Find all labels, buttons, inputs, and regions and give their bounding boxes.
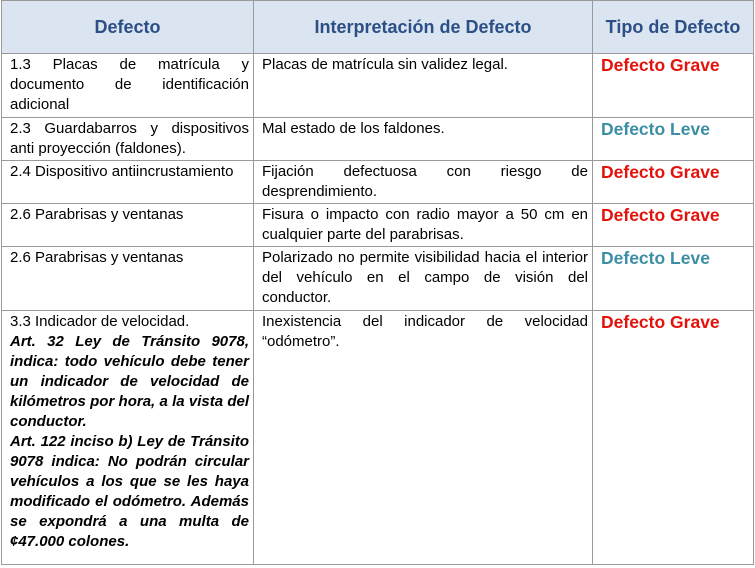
interpretation-cell: Inexistencia del indicador de velocidad “odómetro”. [254, 311, 593, 565]
table-row [2, 54, 754, 118]
header-defect: Defecto [2, 1, 254, 54]
defect-cell [2, 311, 254, 565]
defect-type-badge: Defecto Grave [593, 161, 754, 204]
table-row [2, 311, 754, 565]
law-reference-1: Art. 32 Ley de Tránsito 9078, indica: todo vehículo debe tener un indicador de velocidad de kilómetros por hora, a la vista del conductor. [10, 333, 249, 430]
table-row [2, 118, 754, 161]
defects-table [1, 0, 754, 565]
defect-type-badge: Defecto Grave [593, 311, 754, 565]
interpretation-cell: Polarizado no permite visibilidad hacia el interior del vehículo en el campo de visión del conductor. [254, 247, 593, 311]
header-type: Tipo de Defecto [593, 1, 754, 54]
defect-type-badge: Defecto Grave [593, 54, 754, 118]
interpretation-cell: Placas de matrícula sin validez legal. [254, 54, 593, 118]
defect-type-badge: Defecto Grave [593, 204, 754, 247]
interpretation-cell: Mal estado de los faldones. [254, 118, 593, 161]
defect-cell: 2.4 Dispositivo antiincrustamiento [2, 161, 254, 204]
law-reference-2: Art. 122 inciso b) Ley de Tránsito 9078 indica: No podrán circular vehículos a los que se les haya modificado el odómetro. Además se expondrá a una multa de ¢47.000 colones. [10, 433, 249, 550]
interpretation-cell: Fisura o impacto con radio mayor a 50 cm en cualquier parte del parabrisas. [254, 204, 593, 247]
defect-cell: 1.3 Placas de matrícula y documento de identificación adicional [2, 54, 254, 118]
table-row [2, 204, 754, 247]
table-row [2, 247, 754, 311]
table-row [2, 161, 754, 204]
defect-cell: 2.3 Guardabarros y dispositivos anti proyección (faldones). [2, 118, 254, 161]
defect-type-badge: Defecto Leve [593, 118, 754, 161]
header-row [2, 1, 754, 54]
header-interpretation: Interpretación de Defecto [254, 1, 593, 54]
defect-cell: 2.6 Parabrisas y ventanas [2, 247, 254, 311]
interpretation-cell: Fijación defectuosa con riesgo de desprendimiento. [254, 161, 593, 204]
defect-type-badge: Defecto Leve [593, 247, 754, 311]
defect-title: 3.3 Indicador de velocidad. [10, 313, 190, 330]
defect-cell: 2.6 Parabrisas y ventanas [2, 204, 254, 247]
